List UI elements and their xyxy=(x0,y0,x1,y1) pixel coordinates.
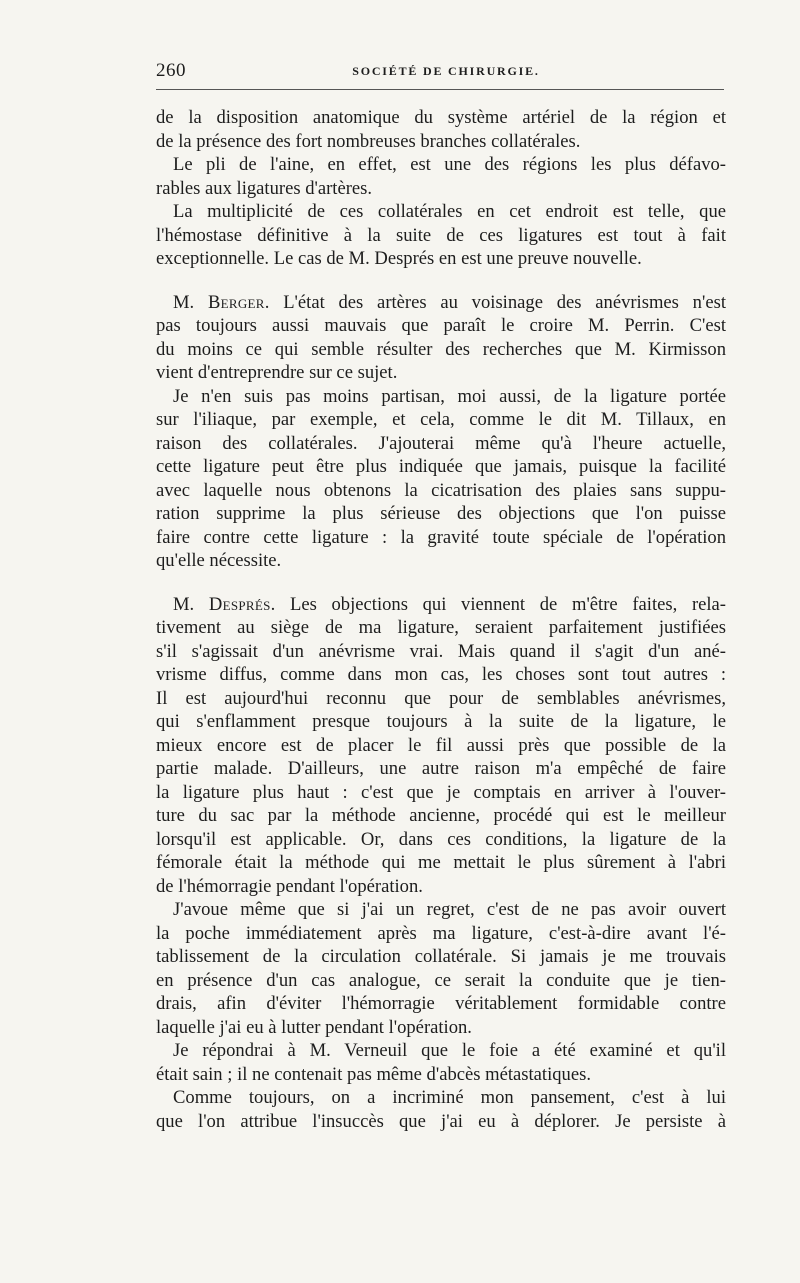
text-line: du moins ce qui semble résulter des recherches que M. Kirmisson xyxy=(156,338,726,360)
text-line-speaker-despres: M. Després. Les objections qui viennent de m'être faites, rela- xyxy=(173,593,726,615)
text-line: exceptionnelle. Le cas de M. Després en est une preuve nouvelle. xyxy=(156,248,642,269)
text-line: Je n'en suis pas moins partisan, moi aussi, de la ligature portée xyxy=(173,385,726,407)
text-line: la poche immédiatement après ma ligature, c'est-à-dire avant l'é- xyxy=(156,922,726,944)
text-line: drais, afin d'éviter l'hémorragie véritablement formidable contre xyxy=(156,993,726,1014)
running-title: SOCIÉTÉ DE CHIRURGIE. xyxy=(352,64,540,78)
text-line: Le pli de l'aine, en effet, est une des régions les plus défavo- xyxy=(173,154,726,175)
text-line: de la disposition anatomique du système artériel de la région et xyxy=(156,107,726,128)
text-line: mieux encore est de placer le fil aussi près que possible de la xyxy=(156,734,726,756)
text-line: laquelle j'ai eu à lutter pendant l'opération. xyxy=(156,1016,472,1038)
text-line: sur l'iliaque, par exemple, et cela, comme le dit M. Tillaux, en xyxy=(156,409,726,430)
text-line: l'hémostase définitive à la suite de ces ligatures est tout à fait xyxy=(156,224,726,246)
text-line: vrisme diffus, comme dans mon cas, les choses sont tout autres : xyxy=(156,664,726,685)
body-text xyxy=(156,106,726,1133)
text-line: La multiplicité de ces collatérales en cet endroit est telle, que xyxy=(173,201,726,222)
text-line: de la présence des fort nombreuses branches collatérales. xyxy=(156,130,581,152)
text-line: partie malade. D'ailleurs, une autre raison m'a empêché de faire xyxy=(156,758,726,779)
text-line: Il est aujourd'hui reconnu que pour de semblables anévrismes, xyxy=(156,687,726,709)
text-line: ture du sac par la méthode ancienne, procédé qui est le meilleur xyxy=(156,805,726,826)
text-line: qui s'enflamment presque toujours à la suite de la ligature, le xyxy=(156,711,726,732)
text-line: la ligature plus haut : c'est que je comptais en arriver à l'ouver- xyxy=(156,781,726,803)
text-line: raison des collatérales. J'ajouterai même qu'à l'heure actuelle, xyxy=(156,432,726,454)
speaker-name: Després xyxy=(208,593,271,615)
text-line: Comme toujours, on a incriminé mon pansement, c'est à lui xyxy=(173,1087,726,1108)
text-line: faire contre cette ligature : la gravité toute spéciale de l'opération xyxy=(156,526,726,548)
text-line: avec laquelle nous obtenons la cicatrisation des plaies sans suppu- xyxy=(156,479,726,501)
text-line: qu'elle nécessite. xyxy=(156,550,282,571)
text-line: lorsqu'il est applicable. Or, dans ces conditions, la ligature de la xyxy=(156,828,726,850)
page-number: 260 xyxy=(156,60,186,81)
text-line: fémorale était la méthode qui me mettait le plus sûrement à l'abri xyxy=(156,852,726,873)
text-line-speaker-berger: M. Berger. L'état des artères au voisinage des anévrismes n'est xyxy=(173,291,726,313)
text-line: tivement au siège de ma ligature, seraient parfaitement justifiées xyxy=(156,617,726,638)
text-line: était sain ; il ne contenait pas même d'abcès métastatiques. xyxy=(156,1063,591,1085)
text-line: pas toujours aussi mauvais que paraît le croire M. Perrin. C'est xyxy=(156,315,726,336)
text-line: de l'hémorragie pendant l'opération. xyxy=(156,875,423,897)
text-line: en présence d'un cas analogue, ce serait la conduite que je tien- xyxy=(156,969,726,991)
text-line: ration supprime la plus sérieuse des objections que l'on puisse xyxy=(156,503,726,524)
page-header xyxy=(156,60,726,84)
text-line: tablissement de la circulation collatérale. Si jamais je me trouvais xyxy=(156,946,726,967)
text-line: Je répondrai à M. Verneuil que le foie a été examiné et qu'il xyxy=(173,1040,726,1061)
text-line: que l'on attribue l'insuccès que j'ai eu à déplorer. Je persiste à xyxy=(156,1110,726,1132)
speaker-name: Berger xyxy=(207,291,265,313)
text-line: cette ligature peut être plus indiquée que jamais, puisque la facilité xyxy=(156,456,726,477)
text-line: J'avoue même que si j'ai un regret, c'est de ne pas avoir ouvert xyxy=(173,899,726,920)
text-line: s'il s'agissait d'un anévrisme vrai. Mais quand il s'agit d'un ané- xyxy=(156,640,726,662)
text-line: rables aux ligatures d'artères. xyxy=(156,177,373,199)
text-line: vient d'entreprendre sur ce sujet. xyxy=(156,362,398,383)
header-rule xyxy=(156,89,724,90)
